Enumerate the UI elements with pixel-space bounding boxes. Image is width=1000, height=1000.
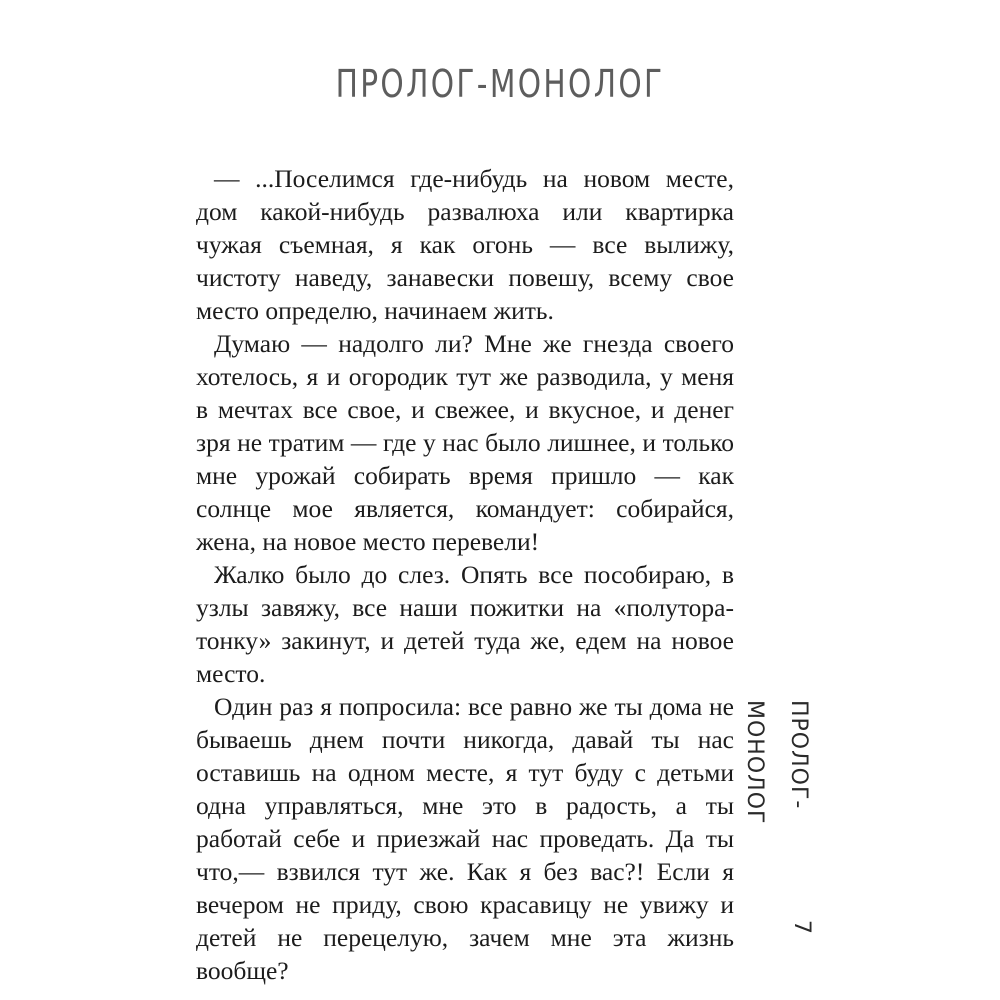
paragraph: Жалко было до слез. Опять все пособираю, в узлы завяжу, все наши пожитки на «полуторатонку» закинут, и детей туда же, едем на новое место. <box>196 560 734 688</box>
paragraph: Думаю — надолго ли? Мне же гнезда своего хотелось, я и огородик тут же разводила, у меня в мечтах все свое, и свежее, и вкусное, и денег зря не тратим — где у нас было лишнее, и только мне урожай собирать время пришло — как солнце мое является, командует: собирайся, жена, на новое место перевели! <box>196 329 734 556</box>
paragraph: Один раз я попросила: все равно же ты дома не бываешь днем почти никогда, давай ты нас оставишь на одном месте, я тут буду с детьми одна управляться, мне это в радость, а ты работай себе и приезжай нас проведать. Да ты что,— взвился тут же. Как я без вас?! Если я вечером не приду, свою красавицу не увижу и детей не перецелую, зачем мне эта жизнь вообще? <box>196 692 734 985</box>
body-text <box>196 162 734 987</box>
page-title: ПРОЛОГ-МОНОЛОГ <box>335 62 665 106</box>
paragraph: — ...Поселимся где-нибудь на новом месте, дом какой-нибудь развалюха или квартирка чужая съемная, я как огонь — все вылижу, чистоту наведу, занавески повешу, всему свое место определю, начинаем жить. <box>196 164 734 325</box>
page-number: 7 <box>789 920 814 934</box>
running-head: ПРОЛОГ-МОНОЛОГ <box>742 700 811 825</box>
